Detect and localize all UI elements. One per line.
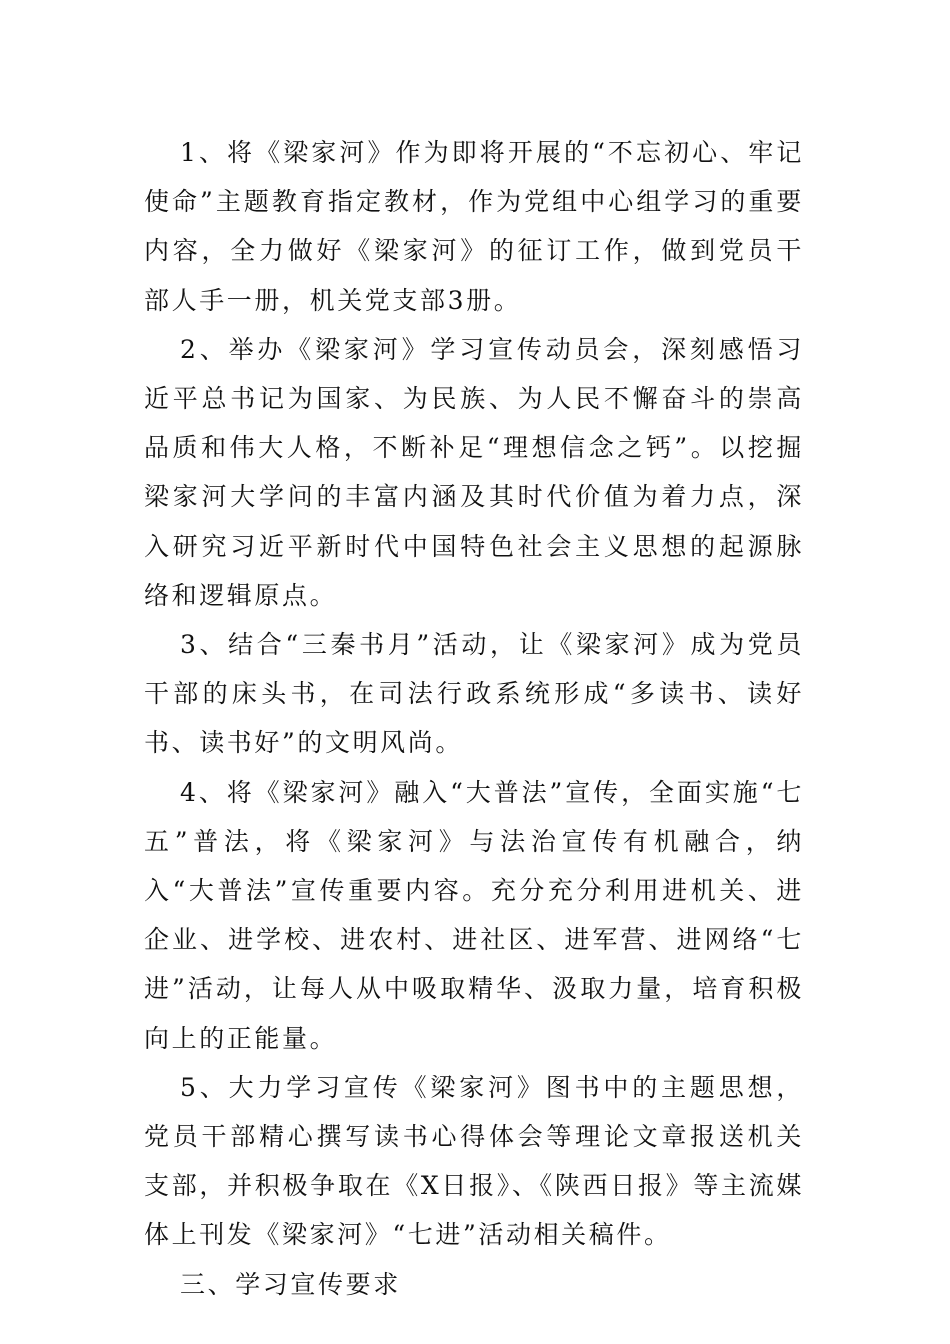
paragraph-5: 5、大力学习宣传《梁家河》图书中的主题思想，党员干部精心撰写读书心得体会等理论文章报送机关支部，并积极争取在《X日报》、《陕西日报》等主流媒体上刊发《梁家河》“七进”活动相关稿件。 (144, 1072, 804, 1250)
section-heading: 三、学习宣传要求 (180, 1269, 401, 1299)
paragraph-1: 1、将《梁家河》作为即将开展的“不忘初心、牢记使命”主题教育指定教材，作为党组中心组学习的重要内容，全力做好《梁家河》的征订工作，做到党员干部人手一册，机关党支部3册。 (144, 138, 804, 315)
document-body (144, 128, 804, 1309)
paragraph-2: 2、举办《梁家河》学习宣传动员会，深刻感悟习近平总书记为国家、为民族、为人民不懈奋斗的崇高品质和伟大人格，不断补足“理想信念之钙”。以挖掘梁家河大学问的丰富内涵及其时代价值为着力点，深入研究习近平新时代中国特色社会主义思想的起源脉络和逻辑原点。 (144, 334, 804, 610)
paragraph-3: 3、结合“三秦书月”活动，让《梁家河》成为党员干部的床头书，在司法行政系统形成“多读书、读好书、读书好”的文明风尚。 (144, 630, 804, 758)
paragraph-4: 4、将《梁家河》融入“大普法”宣传，全面实施“七五”普法，将《梁家河》与法治宣传有机融合，纳入“大普法”宣传重要内容。充分充分利用进机关、进企业、进学校、进农村、进社区、进军营、进网络“七进”活动，让每人从中吸取精华、汲取力量，培育积极向上的正能量。 (144, 777, 804, 1053)
